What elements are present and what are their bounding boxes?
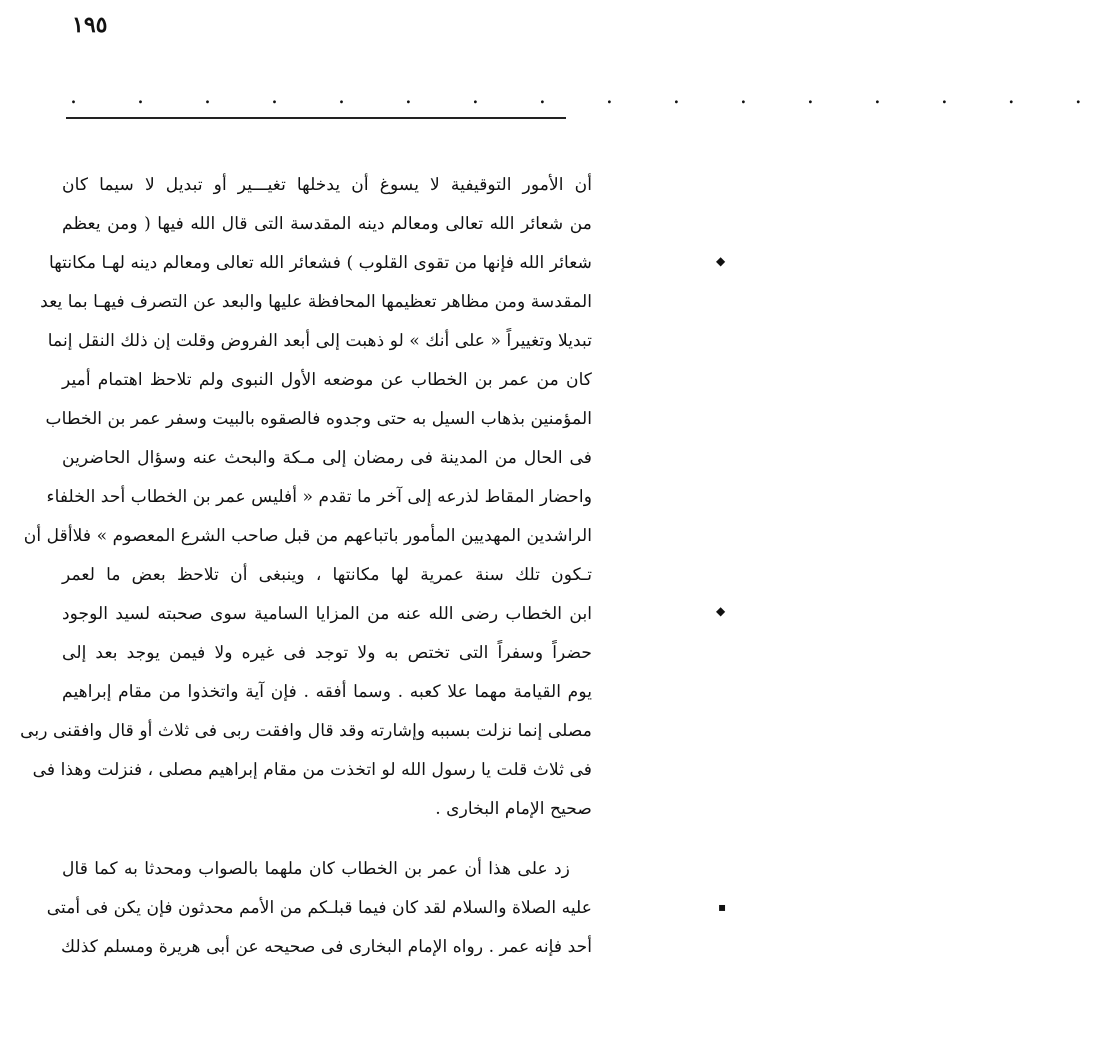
text-line: واحضار المقاط لذرعه إلى آخر ما تقدم « أفليس عمر بن الخطاب أحد الخلفاء <box>46 487 592 507</box>
text-line: عليه الصلاة والسلام لقد كان فيما قبلـكم من الأمم محدثون فإن يكن فى أمتى <box>46 898 592 918</box>
text-line: أحد فإنه عمر . رواه الإمام البخارى فى صحيحه عن أبى هريرة ومسلم كذلك <box>60 937 592 957</box>
text-line: مصلى إنما نزلت بسببه وإشارته وقد قال وافقت ربى فى ثلاث أو قال وافقنى ربى <box>20 721 592 741</box>
text-line: صحيح الإمام البخارى . <box>435 799 592 819</box>
text-line: فى الحال من المدينة فى رمضان إلى مـكة والبحث عنه وسؤال الحاضرين <box>62 448 592 468</box>
text-line: تبديلا وتغييراً « على أنك » لو ذهبت إلى أبعد الفروض وقلت إن ذلك النقل إنما <box>47 331 592 351</box>
text-line: شعائر الله فإنها من تقوى القلوب ) فشعائر الله تعالى ومعالم دينه لهـا مكانتها <box>49 253 592 273</box>
text-line: حضراً وسفراً التى تختص به ولا توجد فى غيره ولا فيمن يوجد بعد إلى <box>62 643 592 663</box>
text-line: المؤمنين بذهاب السيل به حتى وجدوه فالصقوه بالبيت وسفر عمر بن الخطاب <box>45 409 592 429</box>
text-line: كان من عمر بن الخطاب عن موضعه الأول النبوى ولم تلاحظ اهتمام أمير <box>62 370 592 390</box>
binding-hole-mark: ◆ <box>716 254 726 268</box>
text-line: فى ثلاث قلت يا رسول الله لو اتخذت من مقام إبراهيم مصلى ، فنزلت وهذا فى <box>32 760 592 780</box>
paragraph-1 <box>20 166 592 829</box>
paragraph-2 <box>46 850 592 967</box>
text-line: ابن الخطاب رضى الله عنه من المزايا السامية سوى صحبته لسيد الوجود <box>62 604 592 624</box>
dotted-separator: . . . . . . . . . . . . . . . . <box>70 84 1108 109</box>
text-line: المقدسة ومن مظاهر تعظيمها المحافظة عليها والبعد عن التصرف فيهـا بما يعد <box>40 292 592 312</box>
text-line: الراشدين المهديين المأمور باتباعهم من قبل صاحب الشرع المعصوم » فلاأقل أن <box>23 526 592 546</box>
text-line: زد على هذا أن عمر بن الخطاب كان ملهما بالصواب ومحدثا به كما قال <box>62 859 570 879</box>
page-number: ١٩٥ <box>72 12 108 38</box>
header-rule <box>66 117 566 119</box>
text-line: تـكون تلك سنة عمرية لها مكانتها ، وينبغى أن تلاحظ بعض ما لعمر <box>62 565 592 585</box>
text-line: أن الأمور التوقيفية لا يسوغ أن يدخلها تغيـــير أو تبديل لا سيما كان <box>62 175 592 195</box>
text-line: يوم القيامة مهما علا كعبه . وسما أفقه . فإن آية واتخذوا من مقام إبراهيم <box>62 682 592 702</box>
binding-hole-mark: ◆ <box>716 604 726 618</box>
text-line: من شعائر الله تعالى ومعالم دينه المقدسة التى قال الله فيها ( ومن يعظم <box>62 214 592 234</box>
binding-hole-mark: ▪ <box>718 900 727 914</box>
